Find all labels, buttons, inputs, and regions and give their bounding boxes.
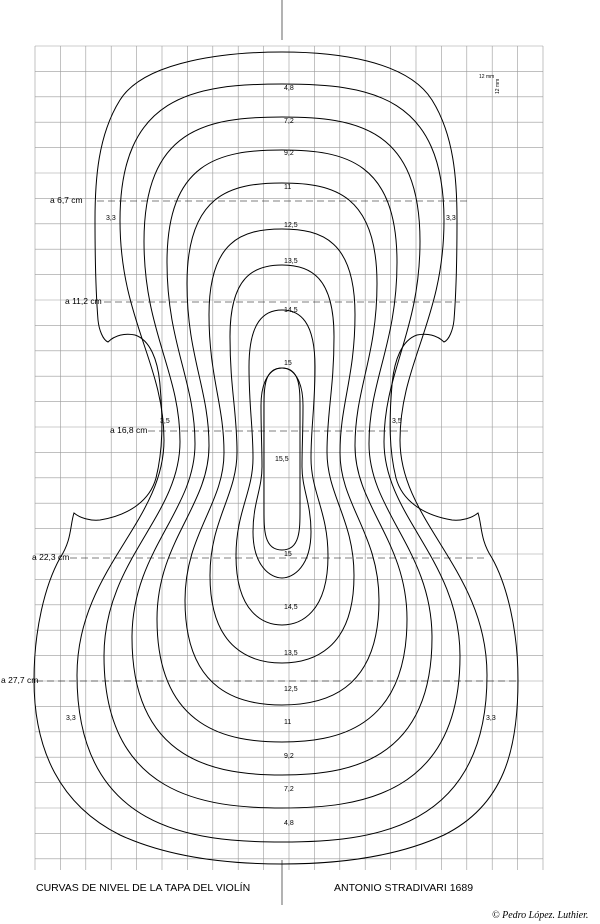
copyright-notice: © Pedro López. Luthier. — [492, 910, 589, 921]
contour-label-top-11: 11 — [284, 184, 292, 191]
contour-label-bottom-4-8: 4,8 — [284, 820, 294, 827]
caption-author: ANTONIO STRADIVARI 1689 — [334, 882, 474, 894]
contour-label-bottom-13-5: 13,5 — [284, 650, 298, 657]
measure-label-2: a 11,2 cm — [65, 296, 102, 306]
contour-label-bottom-12-5: 12,5 — [284, 686, 298, 693]
contour-ring-12-5 — [185, 229, 379, 705]
contour-label-top-4-8: 4,8 — [284, 85, 294, 92]
contour-label-top-13-5: 13,5 — [284, 258, 298, 265]
edge-label-middle-right: 3,5 — [392, 418, 402, 425]
contour-label-top-9-2: 9,2 — [284, 150, 294, 157]
contour-ring-15 — [253, 368, 311, 578]
center-height-label: 15,5 — [275, 456, 289, 463]
edge-label-lower-left: 3,3 — [66, 715, 76, 722]
measure-label-4: a 22,3 cm — [32, 552, 70, 562]
contour-label-bottom-14-5: 14,5 — [284, 604, 298, 611]
contour-label-top-14-5: 14,5 — [284, 307, 298, 314]
edge-label-lower-right: 3,3 — [486, 715, 496, 722]
contour-label-top-12-5: 12,5 — [284, 222, 298, 229]
measure-label-1: a 6,7 cm — [50, 195, 83, 205]
grid-unit-vertical: 12 mm — [495, 78, 501, 94]
contour-ring-13-5 — [210, 265, 354, 663]
contour-lines — [77, 84, 487, 842]
contour-label-top-7-2: 7,2 — [284, 118, 294, 125]
contour-label-bottom-11: 11 — [284, 719, 292, 726]
contour-label-bottom-9-2: 9,2 — [284, 753, 294, 760]
edge-label-upper-left: 3,3 — [106, 215, 116, 222]
grid-unit-horizontal: 12 mm — [479, 74, 495, 80]
measurement-grid — [35, 46, 543, 870]
measure-label-5: a 27,7 cm — [1, 675, 39, 685]
contour-label-bottom-15: 15 — [284, 551, 292, 558]
contour-label-top-15: 15 — [284, 360, 292, 367]
contour-label-bottom-7-2: 7,2 — [284, 786, 294, 793]
edge-label-upper-right: 3,3 — [446, 215, 456, 222]
caption-title: CURVAS DE NIVEL DE LA TAPA DEL VIOLÍN — [36, 882, 251, 894]
contour-ring-4-8 — [77, 84, 487, 842]
edge-label-middle-left: 3,5 — [160, 418, 170, 425]
measure-label-3: a 16,8 cm — [110, 425, 148, 435]
